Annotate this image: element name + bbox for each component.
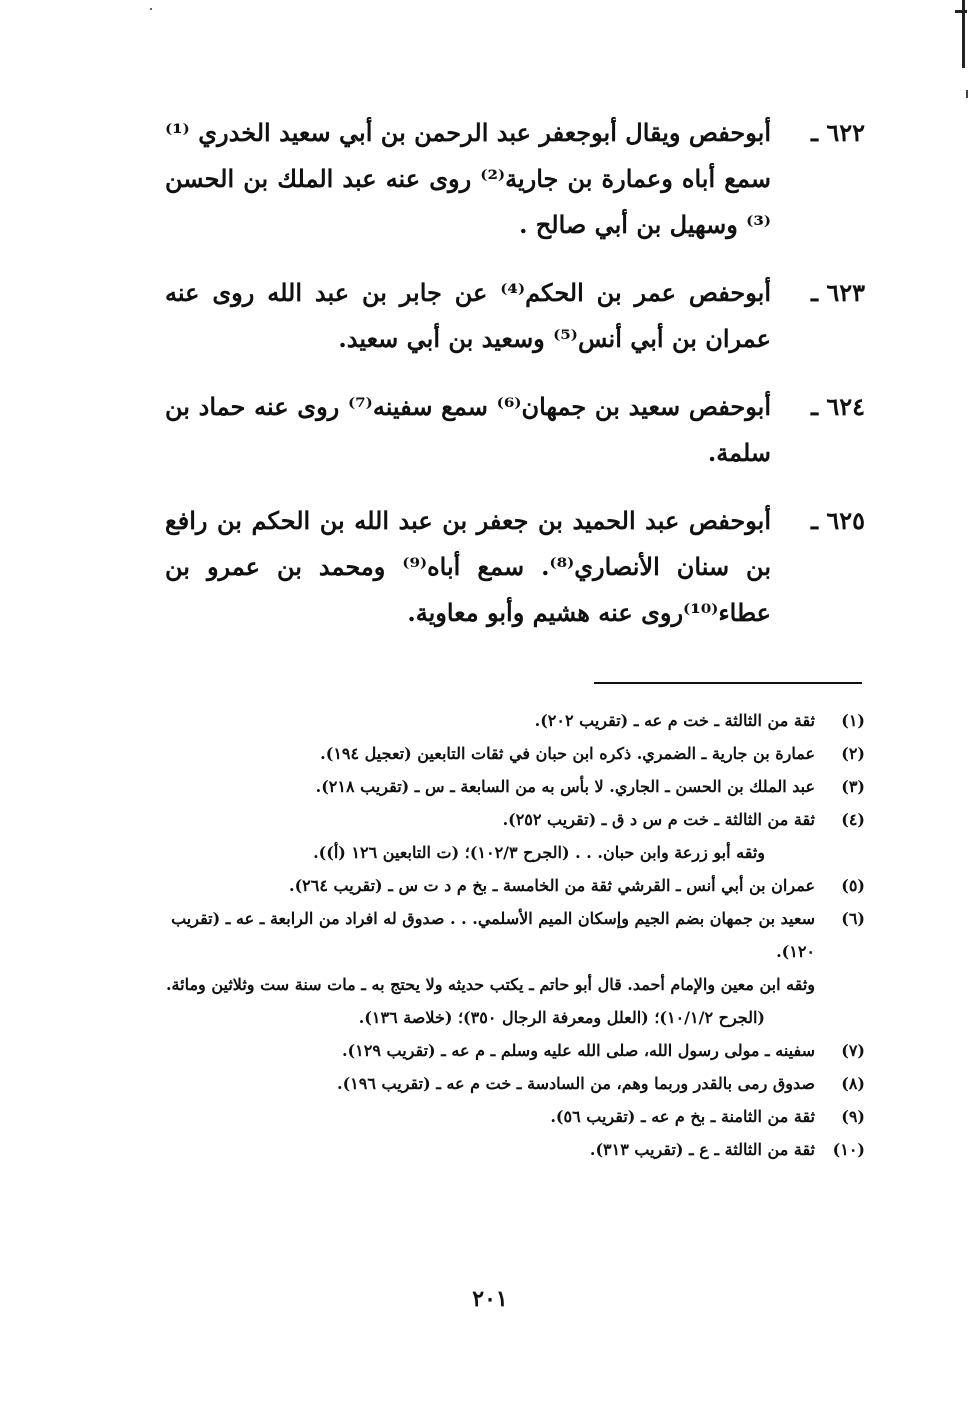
- footnote-number: (١): [841, 711, 865, 730]
- footnote-7: [165, 1034, 865, 1067]
- footnote-6-references: (الجرح ١٠/١/٢)؛ (العلل ومعرفة الرجال ٣٥٠)؛ (خلاصة ١٣٦).: [358, 1008, 765, 1027]
- footnote-4: [165, 803, 865, 836]
- entry-text: أبوحفص عمر بن الحكم⁽⁴⁾ عن جابر بن عبد الله روى عنه عمران بن أبي أنس⁽⁵⁾ وسعيد بن أبي سعيد.: [165, 278, 771, 353]
- footnote-text: صدوق رمى بالقدر وربما وهم، من السادسة ـ خت م عه ـ (تقريب ١٩٦).: [337, 1074, 815, 1093]
- footnote-number: (٣): [841, 777, 865, 796]
- footnote-number: (٩): [841, 1107, 865, 1126]
- entry-number: ٦٢٣ ـ: [810, 278, 865, 307]
- footnote-number: (٢): [841, 744, 865, 763]
- scan-edge-tick: [955, 10, 967, 13]
- biography-entries: [165, 110, 865, 658]
- scan-dot: [150, 8, 152, 10]
- footnotes: [165, 704, 865, 1166]
- footnote-text: سعيد بن جمهان بضم الجيم وإسكان الميم الأسلمي. . . صدوق له افراد من الرابعة ـ عه ـ (تقريب ١٢٠).: [171, 909, 815, 961]
- footnote-text: ثقة من الثالثة ـ ع ـ (تقريب ٣١٣).: [589, 1140, 815, 1159]
- footnote-4-continuation: وثقه أبو زرعة وابن حبان. . . (الجرح ١٠٢/٣)؛ (ت التابعين ١٢٦ (أ)).: [313, 843, 765, 862]
- footnote-text: سفينه ـ مولى رسول الله، صلى الله عليه وسلم ـ م عه ـ (تقريب ١٢٩).: [341, 1041, 815, 1060]
- footnote-text: ثقة من الثالثة ـ خت م عه ـ (تقريب ٢٠٢).: [534, 711, 815, 730]
- footnote-text: عبد الملك بن الحسن ـ الجاري. لا بأس به من السابعة ـ س ـ (تقريب ٢١٨).: [315, 777, 815, 796]
- scan-dot: [966, 90, 968, 98]
- footnote-text: ثقة من الثالثة ـ خت م س د ق ـ (تقريب ٢٥٢).: [502, 810, 815, 829]
- footnote-number: (٤): [841, 810, 865, 829]
- footnote-text: عمران بن أبي أنس ـ القرشي ثقة من الخامسة ـ بخ م د ت س ـ (تقريب ٢٦٤).: [289, 876, 815, 895]
- footnote-1: [165, 704, 865, 737]
- footnote-3: [165, 770, 865, 803]
- entry-625: [165, 498, 865, 636]
- footnote-number: (٦): [841, 909, 865, 928]
- footnote-2: [165, 737, 865, 770]
- footnote-divider: [594, 682, 862, 684]
- entry-number: ٦٢٥ ـ: [810, 506, 865, 535]
- footnote-number: (١٠): [832, 1140, 865, 1159]
- footnote-9: [165, 1100, 865, 1133]
- entry-number: ٦٢٢ ـ: [810, 118, 865, 147]
- footnote-number: (٥): [841, 876, 865, 895]
- footnote-10: [165, 1133, 865, 1166]
- entry-number: ٦٢٤ ـ: [810, 392, 865, 421]
- entry-622: [165, 110, 865, 248]
- footnote-number: (٧): [841, 1041, 865, 1060]
- entry-624: [165, 384, 865, 476]
- entry-text: أبوحفص عبد الحميد بن جعفر بن عبد الله بن الحكم بن رافع بن سنان الأنصاري⁽⁸⁾. سمع أباه⁽⁹⁾ ومحمد بن عمرو بن عطاء⁽¹⁰⁾روى عنه هشيم وأبو معاوية.: [165, 506, 771, 627]
- entry-text: أبوحفص سعيد بن جمهان⁽⁶⁾ سمع سفينه⁽⁷⁾ روى عنه حماد بن سلمة.: [165, 392, 772, 467]
- entry-623: [165, 270, 865, 362]
- footnote-6: [165, 902, 865, 968]
- footnote-text: عمارة بن جارية ـ الضمري. ذكره ابن حبان في ثقات التابعين (تعجيل ١٩٤).: [320, 744, 815, 763]
- entry-text: أبوحفص ويقال أبوجعفر عبد الرحمن بن أبي سعيد الخدري ⁽¹⁾ سمع أباه وعمارة بن جارية⁽²⁾ روى عنه عبد الملك بن الحسن ⁽³⁾ وسهيل بن أبي صالح .: [165, 118, 771, 239]
- footnote-5: [165, 869, 865, 902]
- footnote-number: (٨): [841, 1074, 865, 1093]
- footnote-6-continuation: وثقه ابن معين والإمام أحمد. قال أبو حاتم ـ يكتب حديثه ولا يحتج به ـ مات سنة ست وثلاثين ومائة.: [165, 975, 815, 994]
- page-number: ٢٠١: [472, 1286, 508, 1312]
- footnote-8: [165, 1067, 865, 1100]
- footnote-text: ثقة من الثامنة ـ بخ م عه ـ (تقريب ٥٦).: [550, 1107, 815, 1126]
